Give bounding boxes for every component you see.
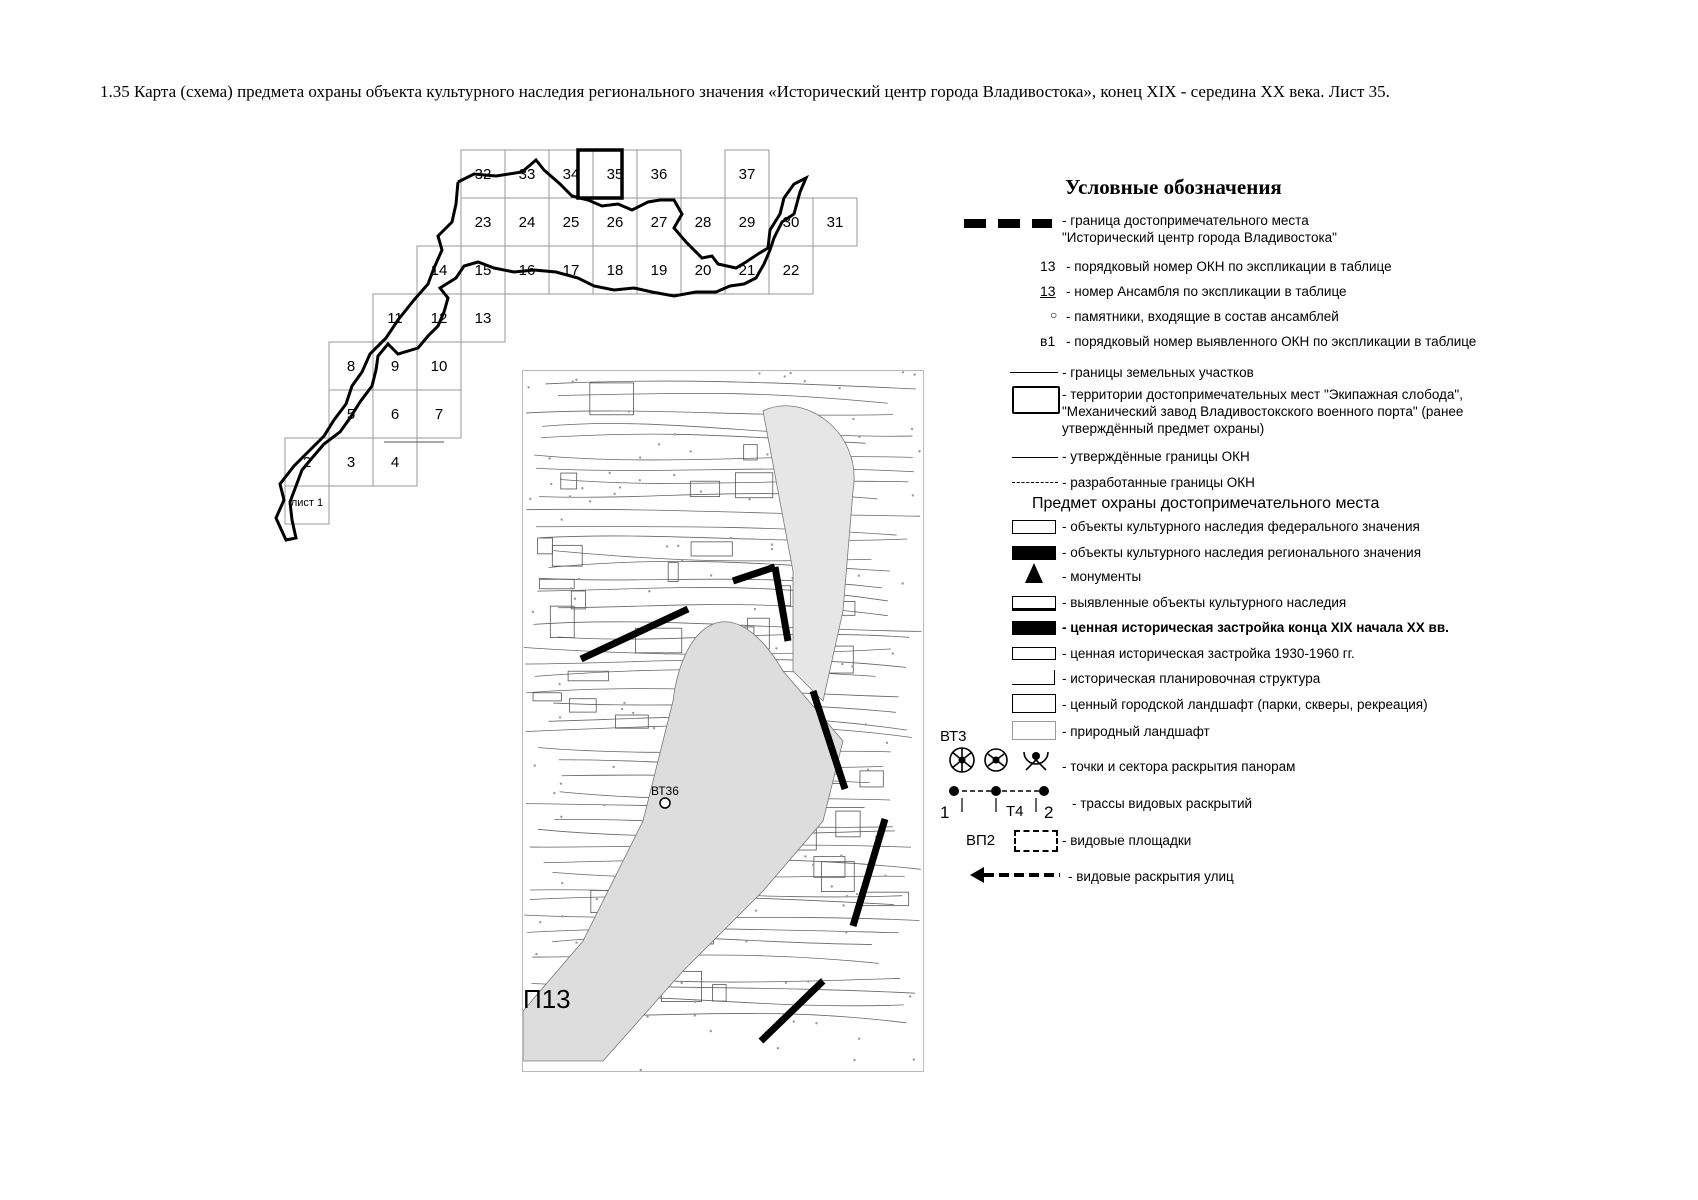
map-label-vt36: ВТ36 xyxy=(651,784,679,798)
terrain-dot xyxy=(689,450,691,452)
legend-item-street-views: - видовые раскрытия улиц xyxy=(1068,869,1234,884)
terrain-dot xyxy=(710,574,712,576)
terrain-dot xyxy=(608,472,610,474)
terrain-dot xyxy=(572,380,574,382)
federal-okn-symbol xyxy=(1012,520,1056,534)
terrain-dot xyxy=(548,457,550,459)
terrain-dot xyxy=(812,864,814,866)
terrain-dot xyxy=(596,898,598,900)
terrain-dot xyxy=(673,474,675,476)
identified-okn-number-symbol: в1 xyxy=(1040,333,1056,349)
terrain-dot xyxy=(603,804,605,806)
landmark-territory-symbol xyxy=(1012,386,1060,414)
terrain-dot xyxy=(807,980,809,982)
sheet-number: 18 xyxy=(606,262,624,279)
terrain-dot xyxy=(653,727,655,729)
ensemble-number-symbol: 13 xyxy=(1040,283,1056,299)
legend-subheading: Предмет охраны достопримечательного места xyxy=(1032,495,1380,512)
terrain-dot xyxy=(581,487,583,489)
terrain-dot xyxy=(648,590,650,592)
terrain-dot xyxy=(613,493,615,495)
sheet-number: 34 xyxy=(562,166,580,183)
terrain-dot xyxy=(853,1059,855,1061)
terrain-dot xyxy=(771,543,773,545)
terrain-dot xyxy=(902,371,904,373)
first-sheet-label: лист 1 xyxy=(290,497,324,509)
terrain-dot xyxy=(784,375,786,377)
sheet-number: 17 xyxy=(562,262,580,279)
terrain-dot xyxy=(804,380,806,382)
sheet-number: 22 xyxy=(782,262,800,279)
terrain-dot xyxy=(748,498,750,500)
terrain-dot xyxy=(658,443,660,445)
terrain-dot xyxy=(892,652,894,654)
terrain-dot xyxy=(858,1038,860,1040)
sheet-number: 28 xyxy=(694,214,712,231)
terrain-dot xyxy=(558,683,560,685)
terrain-dot xyxy=(858,436,860,438)
terrain-dot xyxy=(534,764,536,766)
sheet-number: 11 xyxy=(387,310,403,327)
legend-item-viewing-platforms: - видовые площадки xyxy=(1062,833,1192,848)
legend-item-land-plots: - границы земельных участков xyxy=(1062,365,1254,380)
terrain-dot xyxy=(681,559,683,561)
legend-item-panorama-points: - точки и сектора раскрытия панорам xyxy=(1062,759,1296,774)
legend-item-developed-boundaries: - разработанные границы ОКН xyxy=(1062,475,1255,490)
monument-icon xyxy=(1024,562,1044,584)
map-label-p13: П13 xyxy=(523,984,571,1014)
terrain-dot xyxy=(694,1001,696,1003)
legend-item-identified-okn: - выявленные объекты культурного наследия xyxy=(1062,595,1347,610)
land-plot-line-symbol xyxy=(1010,372,1058,373)
terrain-dot xyxy=(677,545,679,547)
legend-item-identified-okn-number: - порядковый номер выявленного ОКН по экспликации в таблице xyxy=(1066,334,1477,349)
sheet-number: 31 xyxy=(826,214,844,231)
sheet-number: 10 xyxy=(430,358,448,375)
legend-item-approved-boundaries: - утверждённые границы ОКН xyxy=(1062,449,1250,464)
terrain-dot xyxy=(745,940,747,942)
terrain-dot xyxy=(775,647,777,649)
legend-item-monuments: - монументы xyxy=(1062,569,1142,584)
terrain-dot xyxy=(758,372,760,374)
terrain-dot xyxy=(640,1069,642,1071)
terrain-dot xyxy=(628,410,630,412)
terrain-dot xyxy=(918,450,920,452)
terrain-dot xyxy=(867,768,869,770)
terrain-dot xyxy=(569,495,571,497)
panorama-point-marker xyxy=(660,798,670,808)
terrain-dot xyxy=(639,479,641,481)
sheet-map-fragment xyxy=(522,370,924,1072)
terrain-dot xyxy=(623,702,625,704)
sheet-number: 33 xyxy=(518,166,536,183)
terrain-dot xyxy=(535,953,537,955)
terrain-dot xyxy=(561,882,563,884)
terrain-dot xyxy=(529,498,531,500)
terrain-dot xyxy=(842,904,844,906)
sheet-number: 36 xyxy=(650,166,668,183)
page-title: 1.35 Карта (схема) предмета охраны объекта культурного наследия регионального значения «Исторический центр города Владивостока», конец XIX - середина XX века. Лист 35. xyxy=(100,82,1390,101)
sheet-number: 8 xyxy=(346,358,356,375)
terrain-dot xyxy=(632,712,634,714)
terrain-dot xyxy=(589,500,591,502)
terrain-dot xyxy=(532,611,534,613)
svg-text:Т4: Т4 xyxy=(1006,803,1024,820)
terrain-dot xyxy=(841,663,843,665)
sheet-number: 37 xyxy=(738,166,756,183)
terrain-dot xyxy=(561,915,563,917)
terrain-dot xyxy=(570,587,572,589)
sheet-number: 4 xyxy=(390,454,400,471)
sheet-number: 26 xyxy=(606,214,624,231)
sheet-number: 13 xyxy=(474,310,492,327)
terrain-dot xyxy=(785,982,787,984)
approved-boundary-symbol xyxy=(1012,457,1058,458)
terrain-dot xyxy=(539,921,541,923)
terrain-dot xyxy=(730,537,732,539)
terrain-dot xyxy=(560,518,562,520)
terrain-dot xyxy=(578,578,580,580)
terrain-dot xyxy=(527,386,529,388)
terrain-dot xyxy=(912,494,914,496)
terrain-dot xyxy=(856,893,858,895)
boundary-dash-symbol xyxy=(998,219,1020,228)
boundary-dash-symbol xyxy=(1032,219,1052,228)
sheet-number: 5 xyxy=(346,406,356,423)
sheet-number: 29 xyxy=(738,214,756,231)
terrain-dot xyxy=(864,723,866,725)
identified-okn-symbol xyxy=(1012,596,1056,611)
terrain-dot xyxy=(674,433,676,435)
sheet-number: 32 xyxy=(474,166,492,183)
terrain-dot xyxy=(793,1020,795,1022)
sheet-number: 15 xyxy=(474,262,492,279)
legend-item-view-corridors: - трассы видовых раскрытий xyxy=(1072,796,1253,811)
sheet-number: 25 xyxy=(562,214,580,231)
terrain-dot xyxy=(754,608,756,610)
terrain-dot xyxy=(840,855,842,857)
terrain-dot xyxy=(700,490,702,492)
terrain-dot xyxy=(852,418,854,420)
terrain-dot xyxy=(913,373,915,375)
sheet-number: 35 xyxy=(606,166,624,183)
terrain-dot xyxy=(911,428,913,430)
terrain-dot xyxy=(766,453,768,455)
sheet-number: 23 xyxy=(474,214,492,231)
terrain-dot xyxy=(666,545,668,547)
terrain-dot xyxy=(680,982,682,984)
sheet-number: 30 xyxy=(782,214,800,231)
sheet-number: 3 xyxy=(346,454,356,471)
planning-structure-symbol xyxy=(1012,670,1055,685)
terrain-dot xyxy=(902,582,904,584)
sheet-number: 27 xyxy=(650,214,668,231)
legend-item-urban-landscape: - ценный городской ландшафт (парки, скверы, рекреация) xyxy=(1062,697,1428,712)
terrain-dot xyxy=(777,1047,779,1049)
viewing-platform-label: ВП2 xyxy=(966,832,996,849)
terrain-dot xyxy=(815,1022,817,1024)
ensemble-monument-symbol: ○ xyxy=(1050,308,1058,322)
terrain-dot xyxy=(858,574,860,576)
legend-item-ensemble-number: - номер Ансамбля по экспликации в таблице xyxy=(1066,284,1347,299)
terrain-dot xyxy=(804,855,806,857)
terrain-dot xyxy=(575,941,577,943)
viewing-platform-symbol xyxy=(1014,830,1058,852)
terrain-dot xyxy=(621,708,623,710)
legend-title: Условные обозначения xyxy=(1065,175,1282,199)
urban-landscape-symbol xyxy=(1012,694,1056,713)
legend-item-planning-structure: - историческая планировочная структура xyxy=(1062,671,1321,686)
terrain-dot xyxy=(560,782,562,784)
legend-item-federal-okn: - объекты культурного наследия федерального значения xyxy=(1062,519,1420,534)
panorama-point-label: ВТ3 xyxy=(940,728,967,745)
svg-text:1: 1 xyxy=(940,803,950,820)
legend-item-historic-buildings-1930: - ценная историческая застройка 1930-1960 гг. xyxy=(1062,646,1355,661)
terrain-dot xyxy=(646,1016,648,1018)
historic-buildings-1930-symbol xyxy=(1012,647,1056,660)
terrain-dot xyxy=(550,483,552,485)
terrain-dot xyxy=(619,486,621,488)
terrain-dot xyxy=(884,875,886,877)
sheet-number: 16 xyxy=(518,262,536,279)
terrain-dot xyxy=(846,895,848,897)
legend-item-natural-landscape: - природный ландшафт xyxy=(1062,724,1210,739)
street-view-arrow-icon xyxy=(970,866,1060,884)
svg-text:2: 2 xyxy=(1044,803,1054,820)
sheet-number: 9 xyxy=(390,358,400,375)
boundary-dash-symbol xyxy=(964,219,986,228)
natural-landscape-symbol xyxy=(1012,721,1056,740)
terrain-dot xyxy=(851,665,853,667)
terrain-dot xyxy=(664,652,666,654)
terrain-dot xyxy=(559,716,561,718)
panorama-sector-icon xyxy=(948,744,1054,776)
terrain-dot xyxy=(560,816,562,818)
view-corridor-icon xyxy=(940,784,1060,820)
regional-okn-symbol xyxy=(1012,546,1056,560)
sheet-number: 20 xyxy=(694,262,712,279)
terrain-dot xyxy=(913,1058,915,1060)
legend-item-landmark-territories: - территории достопримечательных мест "Экипажная слобода", "Механический завод Владивостокского военного порта" (ранее утверждённый предмет охраны) xyxy=(1062,387,1464,436)
terrain-dot xyxy=(574,598,576,600)
terrain-dot xyxy=(845,931,847,933)
terrain-dot xyxy=(755,909,757,911)
sheet-number: 12 xyxy=(430,310,448,327)
terrain-dot xyxy=(886,742,888,744)
terrain-dot xyxy=(831,885,833,887)
terrain-dot xyxy=(612,766,614,768)
terrain-dot xyxy=(694,1014,696,1016)
legend-item-regional-okn: - объекты культурного наследия регионального значения xyxy=(1062,545,1422,560)
legend-item-historic-buildings-xix: - ценная историческая застройка конца XIX начала XX вв. xyxy=(1062,620,1449,635)
terrain-dot xyxy=(553,792,555,794)
legend-item-okn-number: - порядковый номер ОКН по экспликации в таблице xyxy=(1066,259,1392,274)
sheet-number: 21 xyxy=(738,262,756,279)
historic-buildings-xix-symbol xyxy=(1012,621,1056,635)
sheet-number: 19 xyxy=(650,262,668,279)
developed-boundary-symbol xyxy=(1012,482,1058,483)
sheet-number: 24 xyxy=(518,214,536,231)
terrain-dot xyxy=(771,548,773,550)
okn-number-symbol: 13 xyxy=(1040,258,1056,274)
terrain-dot xyxy=(575,379,577,381)
terrain-dot xyxy=(909,995,911,997)
terrain-dot xyxy=(639,456,641,458)
legend-item-district-boundary: - граница достопримечательного места "Исторический центр города Владивостока" xyxy=(1062,213,1337,245)
sheet-number: 7 xyxy=(434,406,444,423)
sheet-number: 14 xyxy=(430,262,448,279)
terrain-dot xyxy=(710,1030,712,1032)
terrain-dot xyxy=(838,387,840,389)
sheet-number: 2 xyxy=(302,454,312,471)
terrain-dot xyxy=(789,372,791,374)
legend-item-ensemble-monuments: - памятники, входящие в состав ансамблей xyxy=(1066,309,1339,324)
sheet-number: 6 xyxy=(390,406,400,423)
